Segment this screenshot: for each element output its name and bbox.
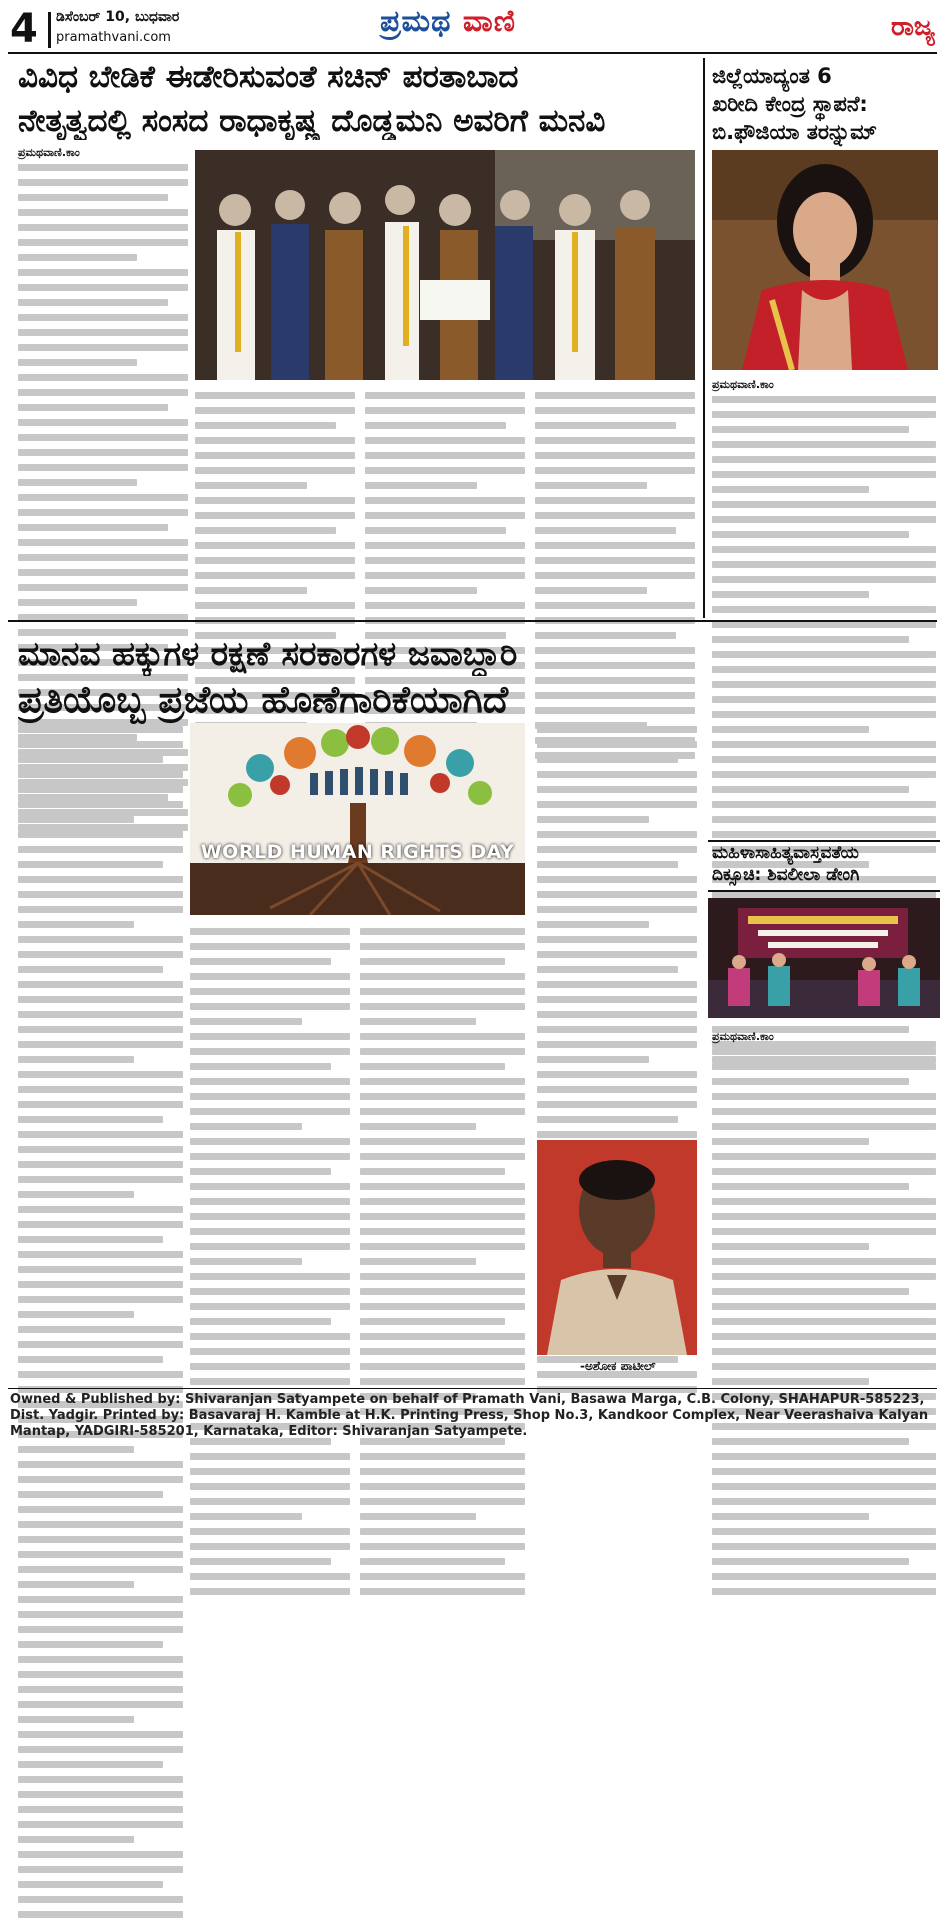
website-link[interactable]: pramathvani.com [56, 30, 171, 45]
section-label: ರಾಜ್ಯ [891, 12, 935, 42]
article1-credit: ಪ್ರಮಥವಾಣಿ.ಕಾಂ [18, 146, 80, 159]
imprint-line: Owned & Published by: Shivaranjan Satyampete on behalf of Pramath Vani, Basawa Marga, C.B. Colony, SHAHAPUR-585223, Dist. Yadgir. Printed by: Basavaraj H. Kamble at H.K. Printing Press, Shop No.3, Kandkoor Complex, Near Veerashaiva Kalyan Mantap, YADGIRI-585201, Karnataka, Editor: Shivaranjan Satyampete. [10, 1392, 929, 1439]
article3-headline-line1: ಮಾನವ ಹಕ್ಕುಗಳ ರಕ್ಷಣೆ ಸರಕಾರಗಳ ಜವಾಬ್ದಾರಿ [18, 634, 518, 673]
masthead-part1: ಪ್ರಮಥ [380, 4, 463, 39]
masthead-part2: ವಾಣಿ [462, 4, 516, 39]
article4-credit: ಪ್ರಮಥವಾಣಿ.ಕಾಂ [712, 1030, 774, 1043]
author-portrait-photo [537, 1140, 697, 1355]
article4-text [712, 1048, 936, 1603]
issue-date: ಡಿಸೆಂಬರ್ 10, ಬುಧವಾರ [56, 9, 180, 25]
article4-headline [712, 842, 938, 886]
article2-headline [712, 62, 938, 146]
article4-event-photo [708, 898, 940, 1018]
masthead [380, 4, 516, 39]
page-number: 4 [10, 6, 38, 52]
article1-headline-line1: ವಿವಿಧ ಬೇಡಿಕೆ ಈಡೇರಿಸುವಂತೆ ಸಚಿನ್ ಪರತಾಬಾದ [18, 59, 519, 95]
illustration-caption: WORLD HUMAN RIGHTS DAY [200, 841, 515, 863]
article3-text-col1 [18, 726, 183, 1926]
article3-headline-line2: ಪ್ರತಿಯೊಬ್ಬ ಪ್ರಜೆಯ ಹೊಣೆಗಾರಿಕೆಯಾಗಿದೆ [18, 678, 509, 721]
world-human-rights-day-illustration [190, 723, 525, 915]
header-divider [48, 12, 51, 48]
imprint-rule [8, 1388, 937, 1389]
article3-text-col2 [190, 928, 350, 1603]
article3-text-col3 [360, 928, 525, 1603]
article1-headline-line2: ನೇತೃತ್ವದಲ್ಲಿ ಸಂಸದ ರಾಧಾಕೃಷ್ಣ ದೊಡ್ಡಮನಿ ಅವರಿಗೆ ಮನವಿ [18, 103, 606, 139]
article2-headline-line1: ಜಿಲ್ಲೆಯಾದ್ಯಂತ 6 [712, 64, 832, 88]
article1-photo [195, 150, 695, 380]
article4-headline-line2: ದಿಕ್ಸೂಚಿ: ಶಿವಲೀಲಾ ಡೇಂಗಿ [712, 865, 860, 885]
column-divider [703, 58, 705, 618]
article2-portrait-photo [712, 150, 938, 370]
article2-headline-line2: ಖರೀದಿ ಕೇಂದ್ರ ಸ್ಥಾಪನೆ: [712, 92, 868, 116]
author-caption: -ಅಶೋಕ ಪಾಟೀಲ್ [580, 1359, 656, 1373]
article2-credit: ಪ್ರಮಥವಾಣಿ.ಕಾಂ [712, 378, 774, 391]
article4-headline-line1: ಮಹಿಳಾಸಾಹಿತ್ಯವಾಸ್ತವತೆಯ [712, 843, 859, 863]
section-divider [8, 620, 937, 622]
header-rule [8, 52, 937, 54]
article2-headline-line3: ಬಿ.ಫೌಜಿಯಾ ತರನ್ನುಮ್ [712, 120, 877, 144]
